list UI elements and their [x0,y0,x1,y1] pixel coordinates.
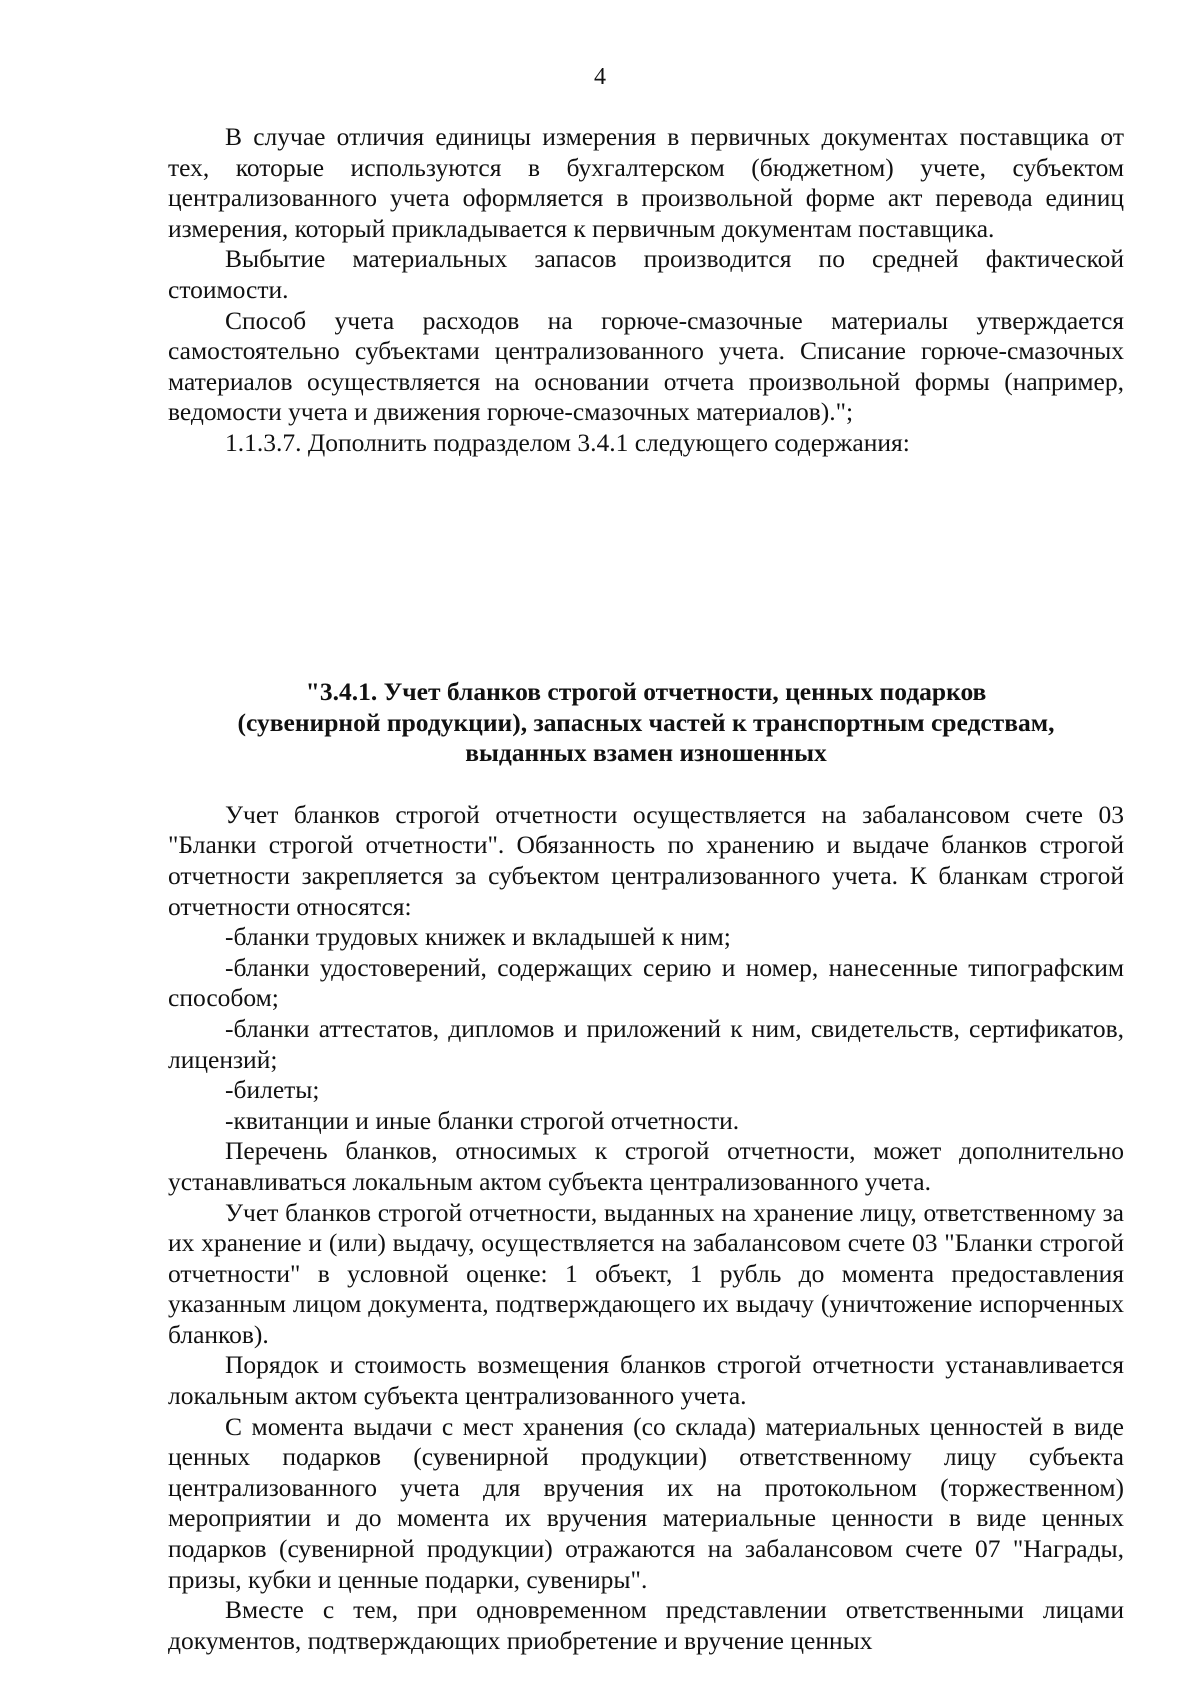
paragraph: Порядок и стоимость возмещения бланков строгой отчетности устанавливается локальным актом субъекта централизованного учета. [168,1350,1124,1411]
paragraph: Способ учета расходов на горюче-смазочные материалы утверждается самостоятельно субъектами централизованного учета. Списание горюче-смазочных материалов осуществляется на основании отчета произвольной формы (например, ведомости учета и движения горюче-смазочных материалов)."; [168,305,1124,427]
section-heading [168,677,1124,769]
list-item: -бланки трудовых книжек и вкладышей к ним; [225,922,731,952]
paragraph: Вместе с тем, при одновременном представлении ответственными лицами документов, подтверждающих приобретение и вручение ценных [168,1595,1124,1655]
page-number: 4 [594,64,606,90]
body-text-top [168,122,1124,459]
section-heading-line: (сувенирной продукции), запасных частей к транспортным средствам, [237,707,1055,737]
list-item: -бланки аттестатов, дипломов и приложений к ним, свидетельств, сертификатов, лицензий; [168,1013,1124,1074]
paragraph: Учет бланков строгой отчетности, выданных на хранение лицу, ответственному за их хранение и (или) выдачу, осуществляется на забалансовом счете 03 "Бланки строгой отчетности" в условной оценке: 1 объект, 1 рубль до момента предоставления указанным лицом документа, подтверждающего их выдачу (уничтожение испорченных бланков). [168,1197,1124,1349]
body-text-bottom [168,677,1124,1656]
paragraph: С момента выдачи с мест хранения (со склада) материальных ценностей в виде ценных подарков (сувенирной продукции) ответственному лицу субъекта централизованного учета для вручения их на протокольном (торжественном) мероприятии и до момента их вручения материальные ценности в виде ценных подарков (сувенирной продукции) отражаются на забалансовом счете 07 "Награды, призы, кубки и ценные подарки, сувениры". [168,1411,1124,1594]
paragraph: Учет бланков строгой отчетности осуществляется на забалансовом счете 03 "Бланки строгой отчетности". Обязанность по хранению и выдаче бланков строгой отчетности закрепляется за субъектом централизованного учета. К бланкам строгой отчетности относятся: [168,799,1124,921]
paragraph: Перечень бланков, относимых к строгой отчетности, может дополнительно устанавливаться локальным актом субъекта централизованного учета. [168,1136,1124,1196]
paragraph: Выбытие материальных запасов производится по средней фактической стоимости. [168,244,1124,304]
list-item: -квитанции и иные бланки строгой отчетности. [225,1105,740,1135]
paragraph: В случае отличия единицы измерения в первичных документах поставщика от тех, которые используются в бухгалтерском (бюджетном) учете, субъектом централизованного учета оформляется в произвольной форме акт перевода единиц измерения, который прикладывается к первичным документам поставщика. [168,122,1124,243]
section-heading-line: "3.4.1. Учет бланков строгой отчетности, ценных подарков [305,677,987,706]
list-item: -бланки удостоверений, содержащих серию и номер, нанесенные типографским способом; [168,952,1124,1013]
paragraph: 1.1.3.7. Дополнить подразделом 3.4.1 следующего содержания: [225,427,910,457]
list-item: -билеты; [225,1075,320,1105]
section-heading-line: выданных взамен изношенных [465,738,827,768]
